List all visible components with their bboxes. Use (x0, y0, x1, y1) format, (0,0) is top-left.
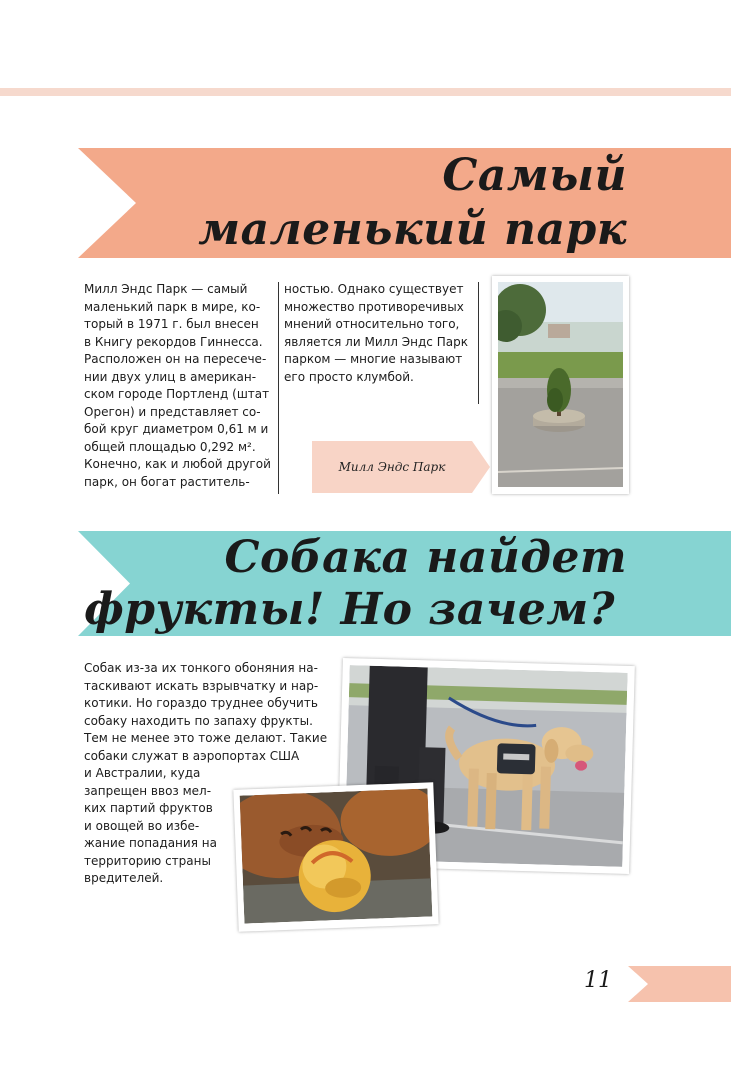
section1-title-line1: Самый (442, 150, 627, 201)
text-line: его просто клумбой. (284, 369, 414, 384)
text-line: запрещен ввоз мел- (84, 783, 212, 798)
text-line: и Австралии, куда (84, 766, 201, 780)
text-line: Собак из-за их тонкого обоняния на- (84, 661, 318, 675)
apple-photo-image (240, 788, 433, 923)
text-line: парком — многие называют (284, 352, 463, 366)
page-number: 11 (584, 968, 612, 993)
text-line: жание попадания на (84, 836, 217, 850)
text-line: территорию страны (84, 853, 211, 868)
text-line: Конечно, как и любой другой (84, 457, 271, 471)
text-line: вредителей. (84, 871, 164, 885)
text-line: парк, он богат раститель- (84, 474, 250, 489)
section1-column1 (84, 281, 274, 491)
text-line: бой круг диаметром 0,61 м и (84, 422, 269, 436)
column-divider (278, 282, 279, 494)
text-line: торый в 1971 г. был внесен (84, 317, 259, 331)
text-line: в Книгу рекордов Гиннесса. (84, 334, 263, 349)
section1-column2 (284, 281, 472, 386)
text-line: и овощей во избе- (84, 818, 200, 833)
section2-title-line2: фрукты! Но зачем? (84, 584, 615, 635)
section2-title-line1: Собака найдет (224, 532, 627, 583)
column-divider (478, 282, 479, 404)
text-line: таскивают искать взрывчатку и нар- (84, 678, 319, 693)
text-line: Милл Эндс Парк — самый (84, 282, 248, 296)
apple-photo (233, 782, 438, 932)
text-line: собаку находить по запаху фрукты. (84, 713, 313, 728)
text-line: ском городе Портленд (штат (84, 387, 270, 401)
park-photo-image (498, 282, 623, 487)
text-line: ностью. Однако существует (284, 282, 464, 296)
top-decorative-rule (0, 88, 731, 96)
text-line: маленький парк в мире, ко- (84, 299, 261, 314)
text-line: котики. Но гораздо труднее обучить (84, 696, 318, 710)
text-line: Расположен он на пересече- (84, 352, 267, 366)
page-number-ribbon (628, 966, 731, 1002)
text-line: мнений относительно того, (284, 317, 460, 331)
park-photo (492, 276, 629, 494)
text-line: собаки служат в аэропортах США (84, 748, 300, 763)
section1-title-line2: маленький парк (198, 204, 627, 255)
text-line: Тем не менее это тоже делают. Такие (84, 731, 328, 745)
text-line: Орегон) и представляет со- (84, 404, 261, 419)
text-line: множество противоречивых (284, 299, 464, 314)
text-line: ких партий фруктов (84, 801, 213, 815)
park-caption: Милл Эндс Парк (338, 460, 446, 474)
text-line: общей площадью 0,292 м². (84, 439, 256, 454)
text-line: является ли Милл Эндс Парк (284, 334, 468, 349)
text-line: нии двух улиц в американ- (84, 369, 257, 384)
